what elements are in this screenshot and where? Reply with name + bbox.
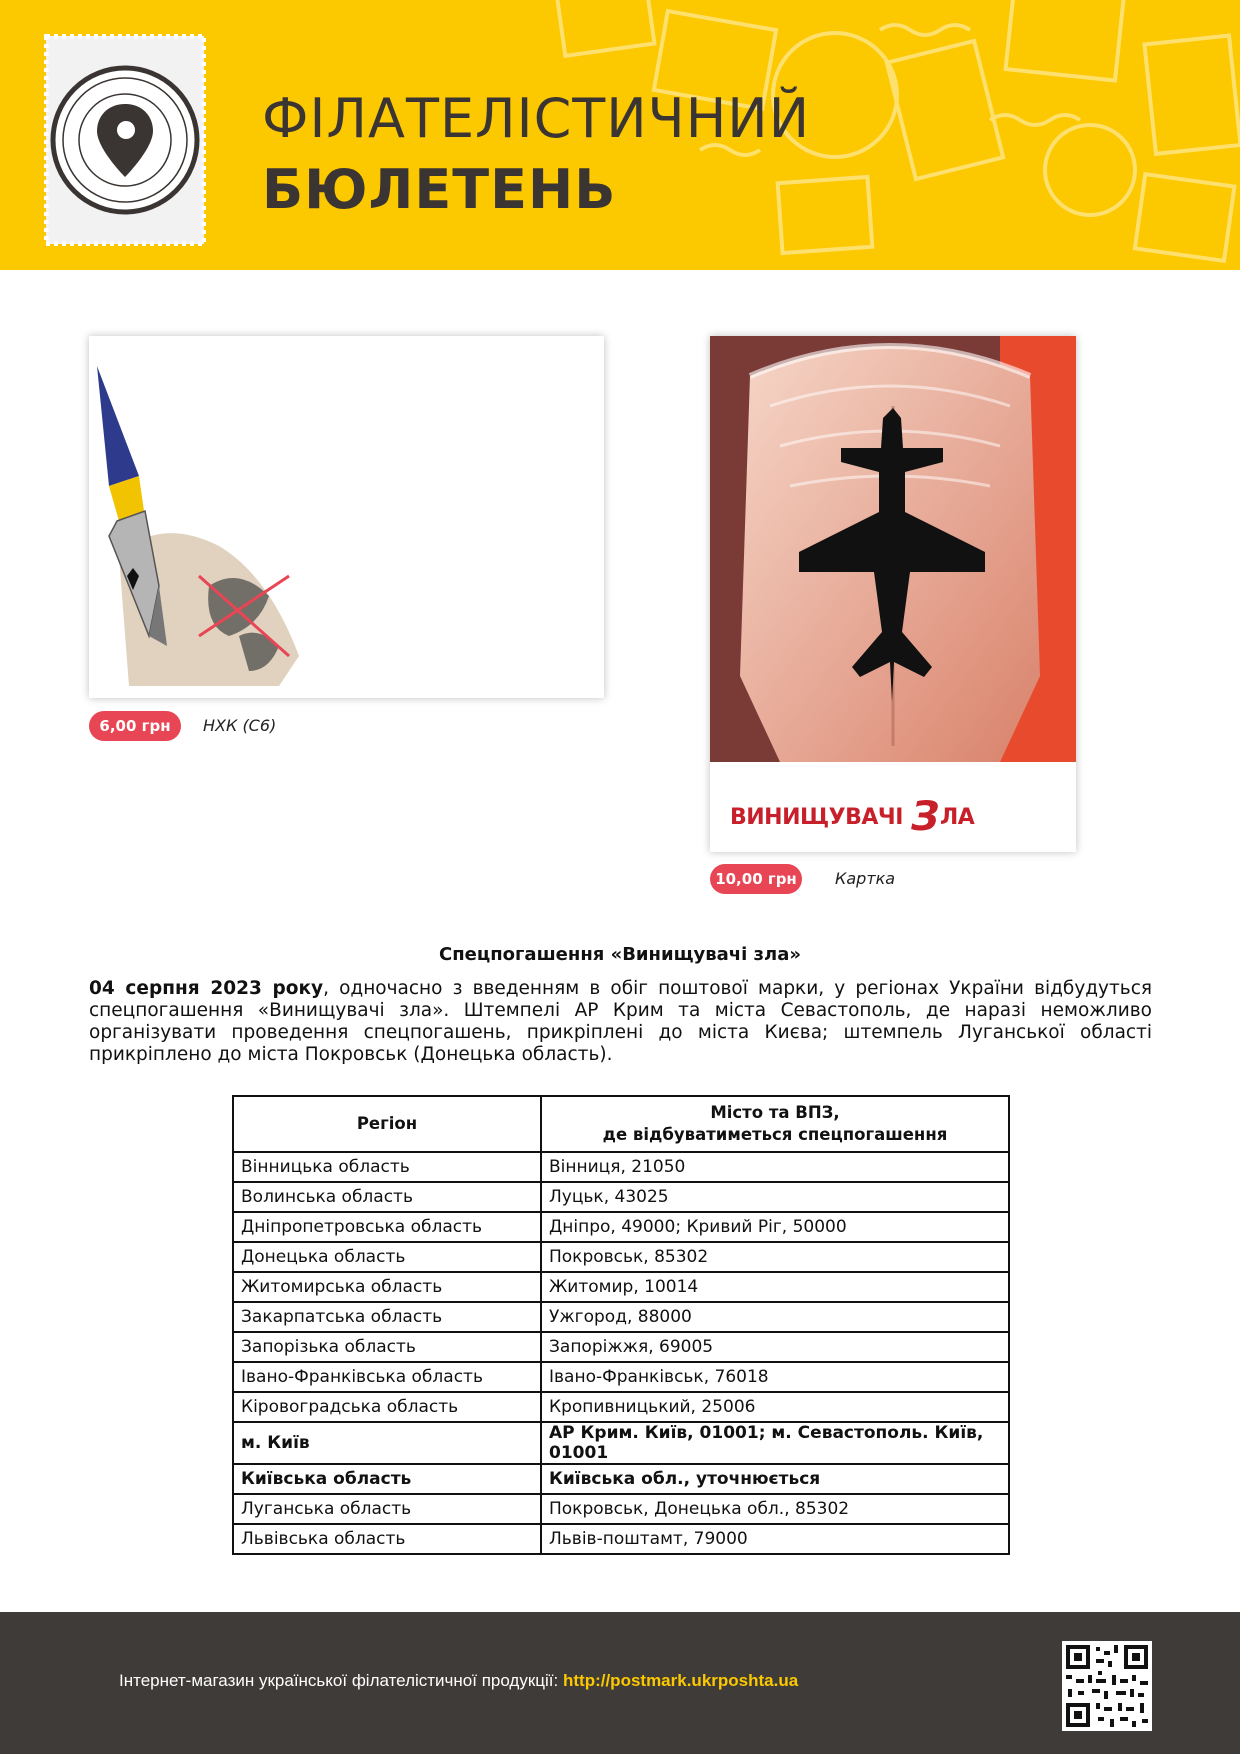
city-cell: Івано-Франківськ, 76018 <box>541 1362 1009 1392</box>
region-cell: Київська область <box>233 1464 541 1494</box>
footer-text: Інтернет-магазин української філателістичної продукції: http://postmark.ukrposhta.ua <box>119 1671 799 1690</box>
product-type-card: Картка <box>835 869 896 888</box>
region-cell: Вінницька область <box>233 1152 541 1182</box>
table-row <box>233 1362 1009 1392</box>
city-cell: Ужгород, 88000 <box>541 1302 1009 1332</box>
region-cell: Житомирська область <box>233 1272 541 1302</box>
city-cell: Покровськ, Донецька обл., 85302 <box>541 1494 1009 1524</box>
region-cell: Луганська область <box>233 1494 541 1524</box>
table-row <box>233 1524 1009 1554</box>
table-row <box>233 1332 1009 1362</box>
header-region: Регіон <box>233 1096 541 1152</box>
region-cell: Кіровоградська область <box>233 1392 541 1422</box>
postcard-image <box>710 336 1076 852</box>
city-cell: Запоріжжя, 69005 <box>541 1332 1009 1362</box>
product-type-envelope: НХК (С6) <box>203 716 277 735</box>
bulletin-title-line2: БЮЛЕТЕНЬ <box>262 158 617 221</box>
table-row <box>233 1494 1009 1524</box>
region-cell: Закарпатська область <box>233 1302 541 1332</box>
header-banner <box>0 0 1240 270</box>
region-cell: Івано-Франківська область <box>233 1362 541 1392</box>
postmark-locations-table <box>232 1095 1010 1555</box>
envelope-image <box>89 336 604 698</box>
city-cell: АР Крим. Київ, 01001; м. Севастополь. Київ, 01001 <box>541 1422 1009 1464</box>
table-row <box>233 1464 1009 1494</box>
region-cell: Львівська область <box>233 1524 541 1554</box>
qr-code <box>1062 1641 1152 1731</box>
city-cell: Луцьк, 43025 <box>541 1182 1009 1212</box>
intro-text: , одночасно з введенням в обіг поштової марки, у регіонах України відбудуться спецпогашення «Винищувачі зла». Штемпелі АР Крим та міста Севастополь, де наразі неможливо організувати проведення спецпогашень, прикріплені до міста Києва; штемпель Луганської області прикріплено до міста Покровськ (Донецька область). <box>89 978 1152 1065</box>
table-row <box>233 1392 1009 1422</box>
table-row <box>233 1422 1009 1464</box>
shop-link[interactable]: http://postmark.ukrposhta.ua <box>562 1671 799 1690</box>
table-row <box>233 1212 1009 1242</box>
city-cell: Львів-поштамт, 79000 <box>541 1524 1009 1554</box>
logo-stamp <box>44 34 206 246</box>
city-cell: Покровськ, 85302 <box>541 1242 1009 1272</box>
bulletin-title-line1: ФІЛАТЕЛІСТИЧНИЙ <box>262 87 811 150</box>
header-city: Місто та ВПЗ, де відбуватиметься спецпогашення <box>541 1096 1009 1152</box>
table-row <box>233 1242 1009 1272</box>
city-cell: Київська обл., уточнюється <box>541 1464 1009 1494</box>
price-badge-card: 10,00 грн <box>710 864 802 894</box>
price-badge-envelope: 6,00 грн <box>89 711 181 741</box>
city-cell: Вінниця, 21050 <box>541 1152 1009 1182</box>
table-row <box>233 1182 1009 1212</box>
region-cell: Дніпропетровська область <box>233 1212 541 1242</box>
table-row <box>233 1302 1009 1332</box>
intro-paragraph <box>89 978 1152 1066</box>
region-cell: м. Київ <box>233 1422 541 1464</box>
intro-date: 04 серпня 2023 року <box>89 978 324 999</box>
region-cell: Волинська область <box>233 1182 541 1212</box>
table-row <box>233 1272 1009 1302</box>
city-cell: Кропивницький, 25006 <box>541 1392 1009 1422</box>
city-cell: Дніпро, 49000; Кривий Ріг, 50000 <box>541 1212 1009 1242</box>
region-cell: Запорізька область <box>233 1332 541 1362</box>
card-caption: ВИНИЩУВАЧІ ЗЛА <box>730 794 975 840</box>
table-row <box>233 1152 1009 1182</box>
section-title: Спецпогашення «Винищувачі зла» <box>439 944 801 965</box>
city-cell: Житомир, 10014 <box>541 1272 1009 1302</box>
table-header-row <box>233 1096 1009 1152</box>
region-cell: Донецька область <box>233 1242 541 1272</box>
